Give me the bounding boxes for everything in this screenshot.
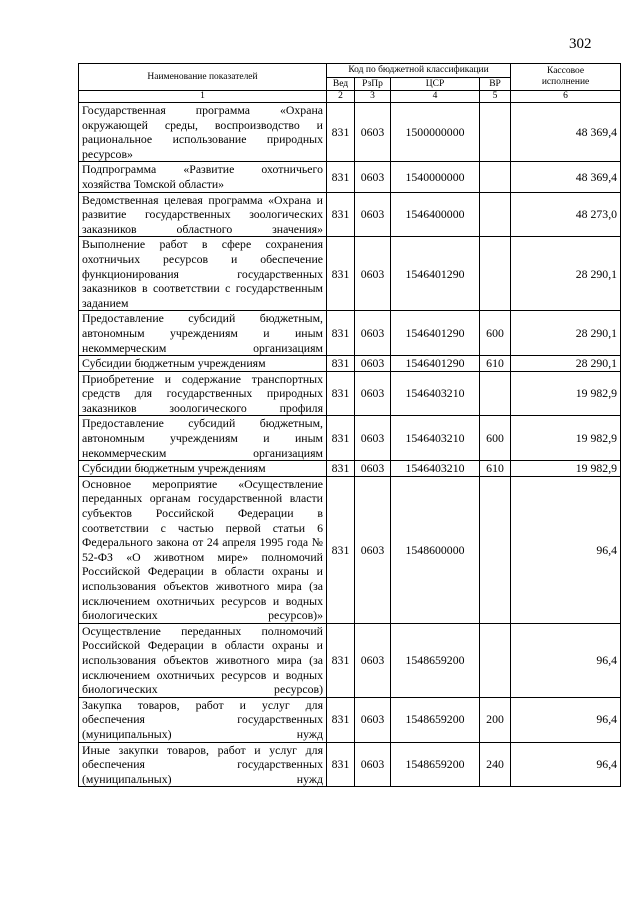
row-vr — [480, 237, 511, 311]
row-name: Основное мероприятие «Осуществление переданных органам государственной власти субъектов Российской Федерации в соответствии с частью первой статьи 6 Федерального закона от 24 апреля 1995 года № 52-ФЗ «О животном мире» полномочий Российской Федерации в области охраны и использования объектов животного мира (за исключением охотничьих ресурсов и водных биологических ресурсов)» — [79, 476, 327, 623]
table-body — [79, 103, 621, 787]
table-row — [79, 162, 621, 192]
row-csr: 1546400000 — [391, 192, 480, 237]
row-amount: 19 982,9 — [511, 461, 621, 477]
row-rzpr: 0603 — [355, 623, 391, 697]
row-amount: 48 369,4 — [511, 162, 621, 192]
row-vr — [480, 623, 511, 697]
header-classification: Код по бюджетной классификации — [327, 64, 511, 78]
header-ved: Вед — [327, 78, 355, 91]
row-csr: 1548600000 — [391, 476, 480, 623]
row-name: Иные закупки товаров, работ и услуг для обеспечения государственных (муниципальных) нужд — [79, 742, 327, 787]
row-csr: 1548659200 — [391, 742, 480, 787]
col-num-1: 1 — [79, 91, 327, 103]
row-ved: 831 — [327, 162, 355, 192]
header-vr: ВР — [480, 78, 511, 91]
row-name: Закупка товаров, работ и услуг для обеспечения государственных (муниципальных) нужд — [79, 697, 327, 742]
row-amount: 28 290,1 — [511, 311, 621, 356]
col-num-5: 5 — [480, 91, 511, 103]
row-ved: 831 — [327, 356, 355, 372]
row-csr: 1546403210 — [391, 371, 480, 416]
row-amount: 48 369,4 — [511, 103, 621, 162]
row-rzpr: 0603 — [355, 162, 391, 192]
col-num-3: 3 — [355, 91, 391, 103]
row-amount: 48 273,0 — [511, 192, 621, 237]
row-vr — [480, 476, 511, 623]
row-amount: 28 290,1 — [511, 356, 621, 372]
header-execution: Кассовое исполнение — [511, 64, 621, 91]
table-row — [79, 311, 621, 356]
row-ved: 831 — [327, 623, 355, 697]
row-vr: 200 — [480, 697, 511, 742]
row-csr: 1546401290 — [391, 237, 480, 311]
row-ved: 831 — [327, 697, 355, 742]
row-rzpr: 0603 — [355, 416, 391, 461]
row-ved: 831 — [327, 103, 355, 162]
table-row — [79, 461, 621, 477]
row-amount: 96,4 — [511, 742, 621, 787]
row-ved: 831 — [327, 416, 355, 461]
table-row — [79, 103, 621, 162]
row-name: Субсидии бюджетным учреждениям — [79, 461, 327, 477]
row-csr: 1546403210 — [391, 416, 480, 461]
row-name: Осуществление переданных полномочий Российской Федерации в области охраны и использования объектов животного мира (за исключением охотничьих ресурсов и водных биологических ресурсов) — [79, 623, 327, 697]
row-name: Предоставление субсидий бюджетным, автономным учреждениям и иным некоммерческим организациям — [79, 416, 327, 461]
row-vr: 610 — [480, 461, 511, 477]
row-rzpr: 0603 — [355, 237, 391, 311]
row-csr: 1500000000 — [391, 103, 480, 162]
row-vr — [480, 192, 511, 237]
row-name: Государственная программа «Охрана окружающей среды, воспроизводство и рациональное использование природных ресурсов» — [79, 103, 327, 162]
row-vr: 600 — [480, 416, 511, 461]
row-name: Ведомственная целевая программа «Охрана и развитие государственных зоологических заказников областного значения» — [79, 192, 327, 237]
row-rzpr: 0603 — [355, 371, 391, 416]
row-ved: 831 — [327, 237, 355, 311]
col-num-2: 2 — [327, 91, 355, 103]
col-num-4: 4 — [391, 91, 480, 103]
header-rzpr: РзПр — [355, 78, 391, 91]
row-amount: 96,4 — [511, 697, 621, 742]
row-ved: 831 — [327, 476, 355, 623]
row-vr: 600 — [480, 311, 511, 356]
page-number: 302 — [569, 36, 592, 52]
row-rzpr: 0603 — [355, 311, 391, 356]
row-rzpr: 0603 — [355, 742, 391, 787]
table-row — [79, 192, 621, 237]
row-ved: 831 — [327, 461, 355, 477]
table-header — [79, 64, 621, 103]
table-row — [79, 697, 621, 742]
row-name: Предоставление субсидий бюджетным, автономным учреждениям и иным некоммерческим организациям — [79, 311, 327, 356]
header-name: Наименование показателей — [79, 64, 327, 91]
row-vr — [480, 371, 511, 416]
row-amount: 96,4 — [511, 476, 621, 623]
row-amount: 28 290,1 — [511, 237, 621, 311]
row-rzpr: 0603 — [355, 461, 391, 477]
row-csr: 1548659200 — [391, 697, 480, 742]
row-amount: 19 982,9 — [511, 371, 621, 416]
row-name: Подпрограмма «Развитие охотничьего хозяйства Томской области» — [79, 162, 327, 192]
row-ved: 831 — [327, 192, 355, 237]
row-rzpr: 0603 — [355, 476, 391, 623]
row-ved: 831 — [327, 371, 355, 416]
table-row — [79, 623, 621, 697]
row-ved: 831 — [327, 742, 355, 787]
row-name: Субсидии бюджетным учреждениям — [79, 356, 327, 372]
row-csr: 1540000000 — [391, 162, 480, 192]
budget-table — [78, 63, 621, 787]
table-row — [79, 476, 621, 623]
row-csr: 1546403210 — [391, 461, 480, 477]
table-row — [79, 371, 621, 416]
row-rzpr: 0603 — [355, 697, 391, 742]
row-ved: 831 — [327, 311, 355, 356]
row-amount: 19 982,9 — [511, 416, 621, 461]
table-row — [79, 237, 621, 311]
row-rzpr: 0603 — [355, 103, 391, 162]
row-amount: 96,4 — [511, 623, 621, 697]
row-csr: 1548659200 — [391, 623, 480, 697]
row-name: Приобретение и содержание транспортных средств для государственных природных заказников зоологического профиля — [79, 371, 327, 416]
row-vr: 610 — [480, 356, 511, 372]
table-row — [79, 356, 621, 372]
row-name: Выполнение работ в сфере сохранения охотничьих ресурсов и обеспечение функционирования государственных заказников в соответствии с государственным заданием — [79, 237, 327, 311]
col-num-6: 6 — [511, 91, 621, 103]
row-rzpr: 0603 — [355, 192, 391, 237]
row-rzpr: 0603 — [355, 356, 391, 372]
row-vr — [480, 103, 511, 162]
row-csr: 1546401290 — [391, 311, 480, 356]
row-vr: 240 — [480, 742, 511, 787]
table-row — [79, 742, 621, 787]
row-vr — [480, 162, 511, 192]
header-csr: ЦСР — [391, 78, 480, 91]
table-row — [79, 416, 621, 461]
row-csr: 1546401290 — [391, 356, 480, 372]
